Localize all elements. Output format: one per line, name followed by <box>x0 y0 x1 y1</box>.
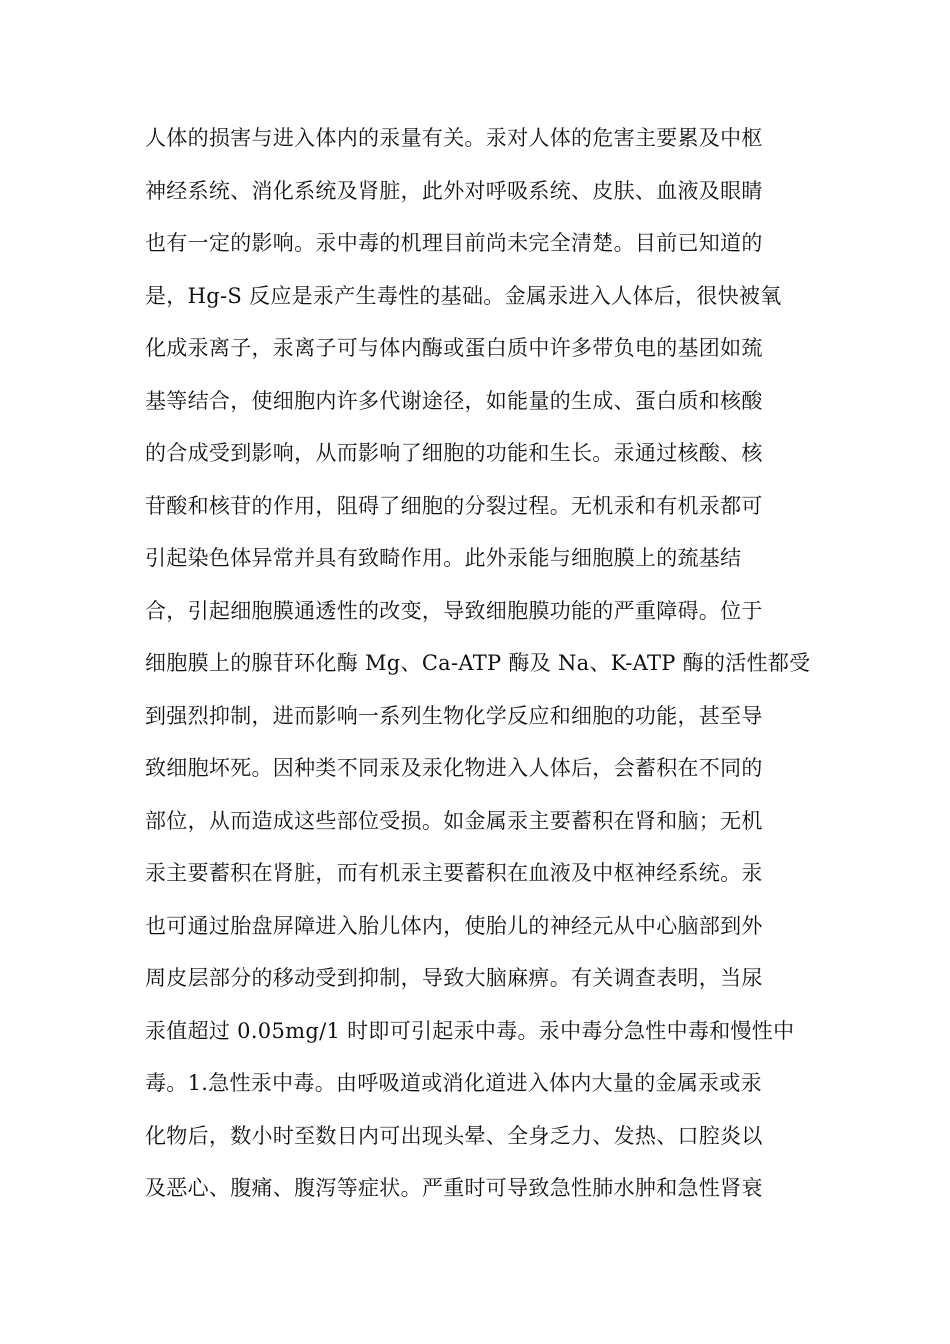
text-line: 毒。1.急性汞中毒。由呼吸道或消化道进入体内大量的金属汞或汞 <box>145 1071 763 1095</box>
text-line: 及恶心、腹痛、腹泻等症状。严重时可导致急性肺水肿和急性肾衰 <box>145 1176 763 1200</box>
text-line: 也有一定的影响。汞中毒的机理目前尚未完全清楚。目前已知道的 <box>145 231 763 255</box>
text-line: 合，引起细胞膜通透性的改变，导致细胞膜功能的严重障碍。位于 <box>145 598 763 623</box>
text-line: 引起染色体异常并具有致畸作用。此外汞能与细胞膜上的巯基结 <box>145 546 742 570</box>
text-line: 汞主要蓄积在肾脏，而有机汞主要蓄积在血液及中枢神经系统。汞 <box>145 861 763 885</box>
text-line: 部位，从而造成这些部位受损。如金属汞主要蓄积在肾和脑；无机 <box>145 808 763 833</box>
text-line: 化物后，数小时至数日内可出现头晕、全身乏力、发热、口腔炎以 <box>145 1123 763 1148</box>
text-line: 苷酸和核苷的作用，阻碍了细胞的分裂过程。无机汞和有机汞都可 <box>145 493 763 518</box>
text-line: 神经系统、消化系统及肾脏，此外对呼吸系统、皮肤、血液及眼睛 <box>145 178 763 203</box>
text-line: 人体的损害与进入体内的汞量有关。汞对人体的危害主要累及中枢 <box>145 126 763 150</box>
body-text <box>145 118 825 1221</box>
text-line: 汞值超过 0.05mg/1 时即可引起汞中毒。汞中毒分急性中毒和慢性中 <box>145 1018 795 1043</box>
text-line: 也可通过胎盘屏障进入胎儿体内，使胎儿的神经元从中心脑部到外 <box>145 913 763 938</box>
text-line: 基等结合，使细胞内许多代谢途径，如能量的生成、蛋白质和核酸 <box>145 388 763 413</box>
text-line: 是，Hg-S 反应是汞产生毒性的基础。金属汞进入人体后，很快被氧 <box>145 283 782 308</box>
text-line: 的合成受到影响，从而影响了细胞的功能和生长。汞通过核酸、核 <box>145 441 763 465</box>
text-line: 周皮层部分的移动受到抑制，导致大脑麻痹。有关调查表明，当尿 <box>145 966 763 990</box>
text-line: 化成汞离子，汞离子可与体内酶或蛋白质中许多带负电的基团如巯 <box>145 336 763 360</box>
text-line: 细胞膜上的腺苷环化酶 Mg、Ca-ATP 酶及 Na、K-ATP 酶的活性都受 <box>145 651 811 675</box>
text-line: 到强烈抑制，进而影响一系列生物化学反应和细胞的功能，甚至导 <box>145 703 763 728</box>
text-line: 致细胞坏死。因种类不同汞及汞化物进入人体后，会蓄积在不同的 <box>145 756 763 780</box>
